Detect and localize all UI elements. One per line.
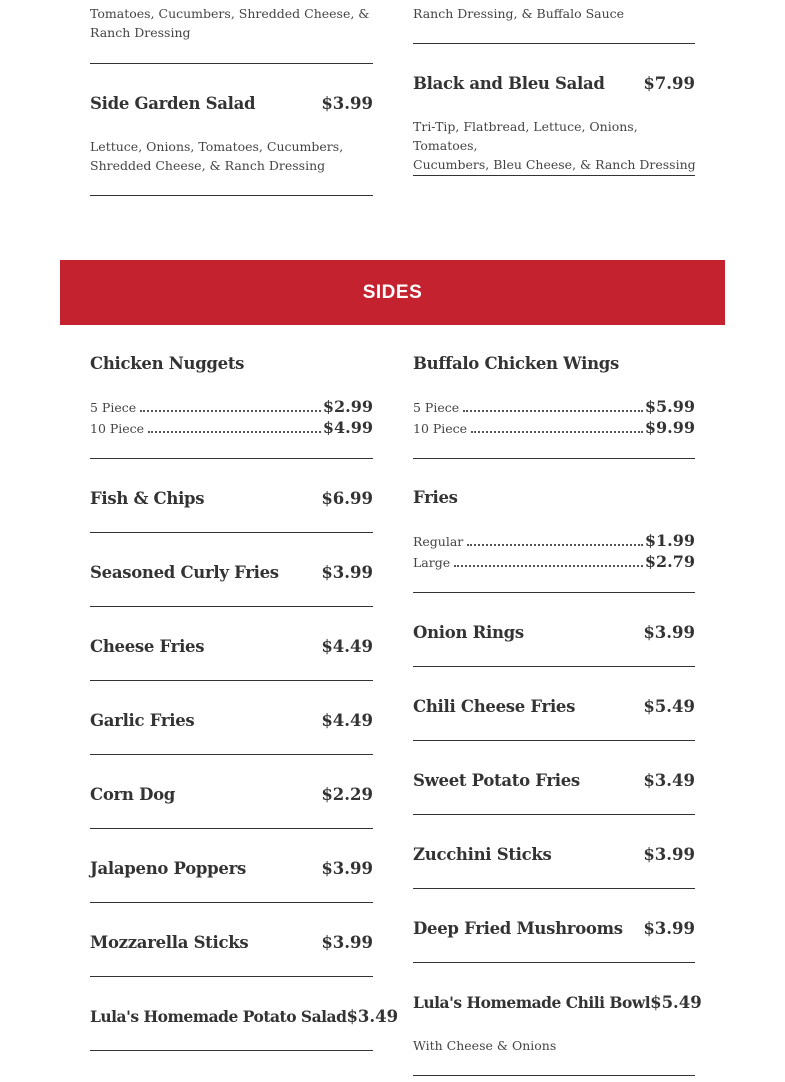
item-price: $3.99 [321,933,373,952]
menu-item-cheese-fries[interactable] [90,637,373,656]
menu-item-black-and-bleu-salad[interactable] [413,74,695,93]
item-price: $6.99 [321,489,373,508]
item-options [413,397,695,439]
item-price: $3.49 [643,771,695,790]
item-price: $4.49 [321,711,373,730]
divider [413,1075,695,1076]
menu-item-mozzarella-sticks[interactable] [90,933,373,952]
item-description: Lettuce, Onions, Tomatoes, Cucumbers, Shredded Cheese, & Ranch Dressing [90,139,344,173]
menu-item-potato-salad[interactable] [90,1007,399,1026]
divider [90,195,373,196]
divider [413,592,695,593]
item-name: Chicken Nuggets [90,354,245,373]
divider [413,740,695,741]
menu-item-zucchini-sticks[interactable] [413,845,695,864]
item-price: $4.49 [321,637,373,656]
divider [90,680,373,681]
item-name: Fish & Chips [90,489,205,508]
menu-item-seasoned-curly-fries[interactable] [90,563,373,582]
item-price: $3.99 [643,623,695,642]
divider [413,962,695,963]
menu-item-onion-rings[interactable] [413,623,695,642]
menu-item-sweet-potato-fries[interactable] [413,771,695,790]
item-price: $3.99 [321,859,373,878]
item-name: Sweet Potato Fries [413,771,580,790]
divider [90,976,373,977]
menu-item-side-garden-salad[interactable] [90,94,373,113]
item-price: $5.49 [650,993,702,1012]
item-name: Corn Dog [90,785,176,804]
item-options [413,531,695,573]
option-row[interactable]: 5 Piece $2.99 [90,397,373,416]
item-price: $5.49 [643,697,695,716]
item-name: Jalapeno Poppers [90,859,246,878]
divider [413,458,695,459]
item-name: Buffalo Chicken Wings [413,354,619,373]
menu-item-chili-bowl[interactable] [413,993,702,1012]
option-row[interactable]: 5 Piece $5.99 [413,397,695,416]
divider [90,63,373,64]
divider [90,532,373,533]
item-price: $3.99 [643,845,695,864]
item-name: Deep Fried Mushrooms [413,919,623,938]
option-row[interactable]: 10 Piece $9.99 [413,418,695,437]
section-title: SIDES [362,281,423,303]
divider [90,828,373,829]
divider [413,888,695,889]
item-price: $3.99 [321,563,373,582]
divider [90,1050,373,1051]
divider [413,175,695,176]
item-name: Fries [413,488,458,507]
divider [413,43,695,44]
item-name: Mozzarella Sticks [90,933,249,952]
option-row[interactable]: 10 Piece $4.99 [90,418,373,437]
menu-item-fries[interactable] [413,488,695,507]
item-name: Side Garden Salad [90,94,256,113]
item-description: With Cheese & Onions [413,1038,557,1053]
menu-item-garlic-fries[interactable] [90,711,373,730]
menu-item-corn-dog[interactable] [90,785,373,804]
item-options [90,397,373,439]
menu-item-fish-and-chips[interactable] [90,489,373,508]
divider [413,666,695,667]
divider [90,754,373,755]
menu-item-buffalo-chicken-wings[interactable] [413,354,695,373]
item-price: $3.99 [321,94,373,113]
item-name: Garlic Fries [90,711,195,730]
divider [90,606,373,607]
item-name: Black and Bleu Salad [413,74,605,93]
menu-item-deep-fried-mushrooms[interactable] [413,919,695,938]
item-price: $3.49 [346,1007,399,1026]
salad-partial-desc-right: Ranch Dressing, & Buffalo Sauce [413,6,625,21]
item-description: Tri-Tip, Flatbread, Lettuce, Onions, Tomatoes, Cucumbers, Bleu Cheese, & Ranch Dressing [413,119,696,172]
item-name: Lula's Homemade Chili Bowl [413,993,651,1012]
item-price: $2.29 [321,785,373,804]
section-header-sides [60,260,725,325]
item-price: $3.99 [643,919,695,938]
item-name: Seasoned Curly Fries [90,563,279,582]
item-name: Lula's Homemade Potato Salad [90,1007,347,1026]
menu-item-jalapeno-poppers[interactable] [90,859,373,878]
item-price: $7.99 [643,74,695,93]
divider [90,458,373,459]
item-name: Chili Cheese Fries [413,697,576,716]
option-row[interactable]: Regular $1.99 [413,531,695,550]
menu-item-chicken-nuggets[interactable] [90,354,373,373]
option-row[interactable]: Large $2.79 [413,552,695,571]
divider [90,902,373,903]
item-name: Cheese Fries [90,637,205,656]
item-name: Onion Rings [413,623,524,642]
item-name: Zucchini Sticks [413,845,552,864]
salad-partial-desc-left: Tomatoes, Cucumbers, Shredded Cheese, & Ranch Dressing [90,6,370,40]
divider [413,814,695,815]
menu-item-chili-cheese-fries[interactable] [413,697,695,716]
